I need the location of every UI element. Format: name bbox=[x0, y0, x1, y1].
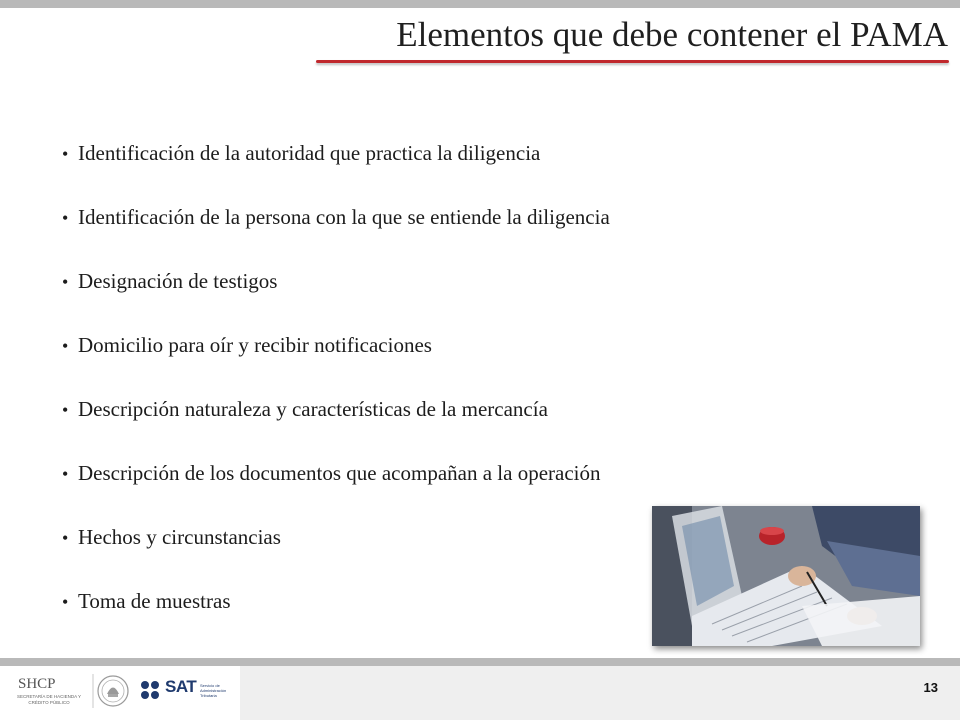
bullet-icon: • bbox=[62, 464, 69, 484]
bullet-icon: • bbox=[62, 592, 69, 612]
bullet-text: Descripción naturaleza y características de la mercancía bbox=[78, 397, 548, 421]
mexico-seal-icon bbox=[92, 672, 130, 710]
bullet-text: Identificación de la persona con la que se entiende la diligencia bbox=[78, 205, 610, 229]
bullet-icon: • bbox=[62, 336, 69, 356]
bullet-item bbox=[62, 327, 610, 391]
bottom-border-bar bbox=[0, 658, 960, 666]
shcp-label: SHCP bbox=[18, 676, 56, 692]
sat-label: SAT bbox=[165, 677, 197, 696]
footer-gray-band bbox=[240, 666, 960, 720]
sat-sub-label: Servicio de Administración Tributaria bbox=[200, 683, 227, 698]
sat-dots-icon bbox=[140, 680, 162, 702]
shcp-sub-label: SECRETARÍA DE HACIENDA Y CRÉDITO PÚBLICO bbox=[16, 694, 82, 705]
bullet-text: Designación de testigos bbox=[78, 269, 278, 293]
sat-logo bbox=[140, 676, 240, 708]
bullet-icon: • bbox=[62, 144, 69, 164]
slide-title: Elementos que debe contener el PAMA bbox=[396, 15, 948, 54]
bullet-icon: • bbox=[62, 528, 69, 548]
bullet-item bbox=[62, 519, 610, 583]
bullet-icon: • bbox=[62, 272, 69, 292]
top-border-bar bbox=[0, 0, 960, 8]
bullet-text: Identificación de la autoridad que practica la diligencia bbox=[78, 141, 541, 165]
photo-illustration bbox=[652, 506, 920, 646]
bullet-icon: • bbox=[62, 400, 69, 420]
bullet-item bbox=[62, 391, 610, 455]
bullet-text: Hechos y circunstancias bbox=[78, 525, 281, 549]
bullet-text: Toma de muestras bbox=[78, 589, 231, 613]
shcp-logo bbox=[10, 672, 88, 716]
bullet-item bbox=[62, 583, 610, 647]
bullet-item bbox=[62, 455, 610, 519]
bullet-list bbox=[62, 135, 610, 647]
title-underline bbox=[316, 60, 949, 63]
bullet-text: Domicilio para oír y recibir notificaciones bbox=[78, 333, 432, 357]
bullet-text: Descripción de los documentos que acompañan a la operación bbox=[78, 461, 601, 485]
bullet-icon: • bbox=[62, 208, 69, 228]
bullet-item bbox=[62, 135, 610, 199]
bullet-item bbox=[62, 199, 610, 263]
page-number: 13 bbox=[923, 680, 938, 695]
bullet-item bbox=[62, 263, 610, 327]
office-desk-photo bbox=[652, 506, 920, 646]
